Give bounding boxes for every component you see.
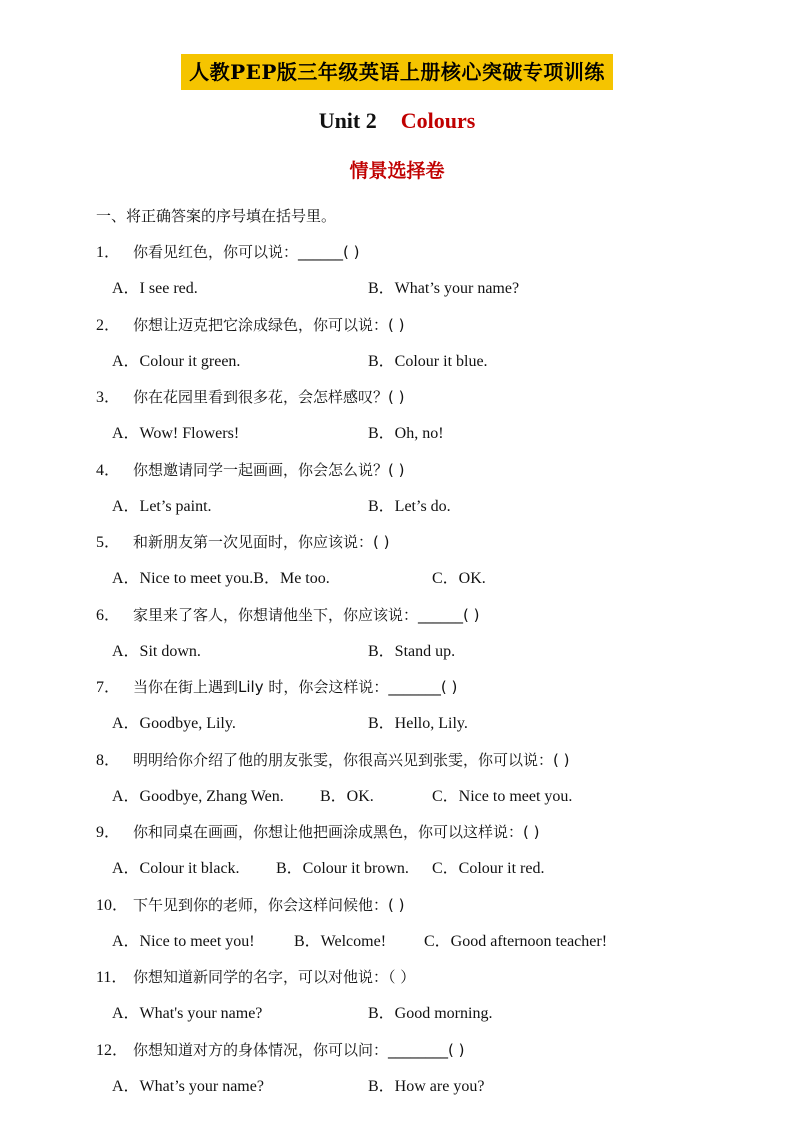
question-number: 11． (96, 969, 128, 986)
answer-options (112, 1075, 484, 1099)
question-text: 家里来了客人，你想请他坐下，你应该说：______( ) (133, 605, 480, 624)
answer-options (112, 277, 519, 301)
option-b: B．Welcome! (294, 932, 387, 950)
question-list (96, 240, 746, 1110)
option-b: B．Stand up. (368, 642, 456, 660)
question-number: 9． (96, 824, 121, 841)
question-text: 下午见到你的老师，你会这样问候他：( ) (133, 895, 405, 914)
question-stem (96, 603, 479, 628)
option-a: A．I see red. (112, 280, 198, 297)
answer-options (112, 350, 488, 374)
unit-heading (0, 108, 794, 134)
question-number: 1． (96, 244, 121, 261)
option-b: B．Oh, no! (368, 425, 444, 442)
question-text: 你想知道新同学的名字，可以对他说：（ ） (133, 968, 416, 986)
question-text: 你看见红色，你可以说：______( ) (133, 243, 360, 261)
option-b: B．How are you? (368, 1077, 485, 1095)
question-number: 10． (96, 896, 129, 914)
option-b: B．Hello, Lily. (368, 715, 468, 732)
option-c: C．Nice to meet you. (432, 787, 573, 805)
question-7 (96, 675, 746, 748)
question-text: 你想知道对方的身体情况，你可以问：________( ) (133, 1040, 465, 1059)
question-stem (96, 530, 389, 555)
question-stem (96, 385, 404, 410)
question-stem (96, 240, 359, 265)
option-a: A．What’s your name? (112, 1077, 264, 1095)
option-b: B．Colour it blue. (368, 352, 488, 370)
question-stem (96, 893, 404, 918)
question-10 (96, 893, 746, 966)
question-number: 7． (96, 679, 121, 696)
question-number: 5． (96, 534, 121, 551)
option-a: A．Let’s paint. (112, 497, 212, 515)
question-stem (96, 748, 569, 773)
option-a-b: A．Nice to meet you.B．Me too. (112, 570, 330, 587)
unit-number: Unit 2 (318, 108, 377, 133)
question-stem (96, 965, 415, 990)
question-text: 当你在街上遇到Lily 时，你会这样说：_______( ) (133, 678, 458, 696)
question-12 (96, 1038, 746, 1111)
answer-options (112, 640, 455, 664)
question-text: 明明给你介绍了他的朋友张雯，你很高兴见到张雯，你可以说：( ) (133, 750, 570, 769)
answer-options (112, 422, 444, 446)
answer-options (112, 1002, 492, 1026)
question-6 (96, 603, 746, 676)
question-8 (96, 748, 746, 821)
question-text: 和新朋友第一次见面时，你应该说：( ) (133, 533, 390, 551)
answer-options (112, 930, 607, 954)
question-number: 2． (96, 316, 121, 334)
question-stem (96, 820, 539, 845)
option-a: A．What's your name? (112, 1005, 263, 1022)
question-9 (96, 820, 746, 893)
question-text: 你想邀请同学一起画画，你会怎么说？( ) (133, 460, 405, 479)
option-b: B．Let’s do. (368, 497, 451, 515)
question-text: 你在花园里看到很多花，会怎样感叹？( ) (133, 388, 405, 406)
option-a: A．Colour it black. (112, 860, 240, 877)
section-instruction: 一、将正确答案的序号填在括号里。 (96, 207, 337, 225)
question-number: 6． (96, 606, 121, 624)
question-stem (96, 313, 404, 338)
answer-options (112, 785, 572, 809)
option-a: A．Nice to meet you! (112, 932, 255, 950)
option-a: A．Goodbye, Lily. (112, 715, 236, 732)
question-number: 8． (96, 751, 121, 769)
question-3 (96, 385, 746, 458)
option-a: A．Wow! Flowers! (112, 425, 240, 442)
option-b: B．What’s your name? (368, 280, 520, 297)
question-5 (96, 530, 746, 603)
question-number: 3． (96, 389, 121, 406)
option-c: C．Good afternoon teacher! (424, 932, 608, 950)
question-text: 你和同桌在画画，你想让他把画涂成黑色，你可以这样说：( ) (133, 823, 540, 841)
worksheet-subtitle: 情景选择卷 (349, 160, 445, 182)
option-a: A．Sit down. (112, 642, 201, 660)
question-stem (96, 675, 457, 700)
option-a: A．Colour it green. (112, 352, 241, 370)
title-wrap (0, 54, 794, 90)
question-1 (96, 240, 746, 313)
answer-options (112, 857, 544, 881)
question-number: 4． (96, 461, 121, 479)
answer-options (112, 567, 486, 591)
question-stem (96, 458, 404, 483)
worksheet-title: 人教PEP版三年级英语上册核心突破专项训练 (181, 54, 613, 90)
question-2 (96, 313, 746, 386)
question-text: 你想让迈克把它涂成绿色，你可以说：( ) (133, 315, 405, 334)
option-b: B．Colour it brown. (276, 860, 409, 877)
option-c: C．OK. (432, 570, 486, 587)
question-4 (96, 458, 746, 531)
option-b: B．Good morning. (368, 1005, 493, 1022)
question-number: 12． (96, 1041, 129, 1059)
question-11 (96, 965, 746, 1038)
answer-options (112, 495, 451, 519)
option-c: C．Colour it red. (432, 860, 545, 877)
answer-options (112, 712, 468, 736)
option-a: A．Goodbye, Zhang Wen. (112, 787, 284, 805)
unit-topic: Colours (400, 108, 476, 133)
question-stem (96, 1038, 464, 1063)
option-b: B．OK. (320, 787, 374, 805)
